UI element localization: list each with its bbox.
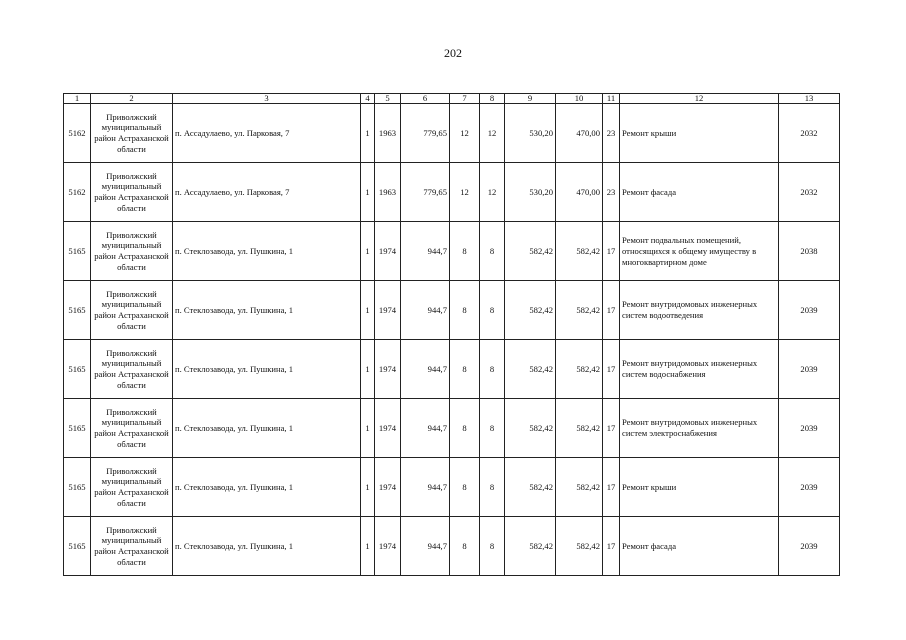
cell-col-7: 8 — [450, 340, 480, 399]
column-header: 9 — [505, 94, 556, 104]
cell-district: Приволжский муниципальный район Астраханской области — [91, 163, 173, 222]
cell-col-8: 8 — [480, 517, 505, 576]
cell-record-id: 5165 — [64, 517, 91, 576]
cell-record-id: 5165 — [64, 281, 91, 340]
cell-total-area: 944,7 — [401, 222, 450, 281]
cell-record-id: 5162 — [64, 104, 91, 163]
cell-year-built: 1974 — [375, 458, 401, 517]
cell-record-id: 5165 — [64, 458, 91, 517]
cell-col-10: 582,42 — [556, 340, 603, 399]
cell-col-4: 1 — [361, 458, 375, 517]
cell-col-10: 470,00 — [556, 163, 603, 222]
cell-address: п. Стеклозавода, ул. Пушкина, 1 — [173, 399, 361, 458]
column-header: 6 — [401, 94, 450, 104]
table-body — [64, 104, 840, 576]
cell-address: п. Стеклозавода, ул. Пушкина, 1 — [173, 222, 361, 281]
cell-district: Приволжский муниципальный район Астраханской области — [91, 399, 173, 458]
cell-work-type: Ремонт крыши — [620, 104, 779, 163]
cell-plan-year: 2038 — [779, 222, 840, 281]
cell-district: Приволжский муниципальный район Астраханской области — [91, 222, 173, 281]
cell-plan-year: 2039 — [779, 399, 840, 458]
column-header: 7 — [450, 94, 480, 104]
cell-col-9: 582,42 — [505, 458, 556, 517]
cell-col-11: 17 — [603, 517, 620, 576]
cell-record-id: 5165 — [64, 399, 91, 458]
page-number: 202 — [444, 46, 462, 60]
column-header: 13 — [779, 94, 840, 104]
column-header: 8 — [480, 94, 505, 104]
cell-col-11: 17 — [603, 399, 620, 458]
cell-work-type: Ремонт фасада — [620, 163, 779, 222]
cell-col-11: 17 — [603, 340, 620, 399]
column-header: 12 — [620, 94, 779, 104]
cell-col-10: 470,00 — [556, 104, 603, 163]
cell-col-10: 582,42 — [556, 458, 603, 517]
column-header: 2 — [91, 94, 173, 104]
cell-year-built: 1974 — [375, 222, 401, 281]
cell-year-built: 1963 — [375, 104, 401, 163]
cell-col-8: 8 — [480, 340, 505, 399]
cell-col-4: 1 — [361, 340, 375, 399]
table-row — [64, 340, 840, 399]
cell-total-area: 944,7 — [401, 399, 450, 458]
cell-address: п. Стеклозавода, ул. Пушкина, 1 — [173, 340, 361, 399]
cell-total-area: 944,7 — [401, 340, 450, 399]
cell-plan-year: 2032 — [779, 163, 840, 222]
cell-col-9: 582,42 — [505, 222, 556, 281]
cell-col-4: 1 — [361, 104, 375, 163]
table-row — [64, 281, 840, 340]
cell-plan-year: 2039 — [779, 340, 840, 399]
cell-col-11: 17 — [603, 281, 620, 340]
capital-repair-table — [63, 93, 840, 576]
column-header: 11 — [603, 94, 620, 104]
table-row — [64, 222, 840, 281]
column-header: 4 — [361, 94, 375, 104]
cell-col-7: 12 — [450, 163, 480, 222]
cell-col-10: 582,42 — [556, 222, 603, 281]
cell-work-type: Ремонт крыши — [620, 458, 779, 517]
cell-district: Приволжский муниципальный район Астраханской области — [91, 104, 173, 163]
cell-col-4: 1 — [361, 399, 375, 458]
cell-col-8: 8 — [480, 458, 505, 517]
cell-total-area: 944,7 — [401, 517, 450, 576]
cell-col-7: 12 — [450, 104, 480, 163]
cell-plan-year: 2039 — [779, 281, 840, 340]
cell-col-10: 582,42 — [556, 399, 603, 458]
cell-address: п. Стеклозавода, ул. Пушкина, 1 — [173, 281, 361, 340]
table-header — [64, 94, 840, 104]
cell-col-9: 582,42 — [505, 281, 556, 340]
cell-col-11: 17 — [603, 222, 620, 281]
cell-col-11: 17 — [603, 458, 620, 517]
cell-col-9: 582,42 — [505, 517, 556, 576]
cell-year-built: 1974 — [375, 399, 401, 458]
column-header: 10 — [556, 94, 603, 104]
cell-col-8: 8 — [480, 222, 505, 281]
cell-col-4: 1 — [361, 281, 375, 340]
cell-district: Приволжский муниципальный район Астраханской области — [91, 281, 173, 340]
cell-work-type: Ремонт внутридомовых инженерных систем водоотведения — [620, 281, 779, 340]
cell-total-area: 779,65 — [401, 163, 450, 222]
cell-year-built: 1974 — [375, 281, 401, 340]
cell-col-7: 8 — [450, 458, 480, 517]
cell-year-built: 1974 — [375, 340, 401, 399]
cell-plan-year: 2039 — [779, 517, 840, 576]
cell-col-11: 23 — [603, 163, 620, 222]
cell-record-id: 5165 — [64, 340, 91, 399]
cell-col-4: 1 — [361, 222, 375, 281]
cell-work-type: Ремонт внутридомовых инженерных систем электроснабжения — [620, 399, 779, 458]
cell-plan-year: 2039 — [779, 458, 840, 517]
cell-total-area: 779,65 — [401, 104, 450, 163]
column-header: 5 — [375, 94, 401, 104]
cell-col-7: 8 — [450, 399, 480, 458]
cell-col-8: 12 — [480, 163, 505, 222]
cell-work-type: Ремонт фасада — [620, 517, 779, 576]
cell-col-7: 8 — [450, 281, 480, 340]
cell-col-8: 8 — [480, 281, 505, 340]
table-row — [64, 458, 840, 517]
cell-col-4: 1 — [361, 163, 375, 222]
cell-total-area: 944,7 — [401, 281, 450, 340]
cell-record-id: 5162 — [64, 163, 91, 222]
cell-record-id: 5165 — [64, 222, 91, 281]
header-row — [64, 94, 840, 104]
cell-district: Приволжский муниципальный район Астраханской области — [91, 517, 173, 576]
table-row — [64, 163, 840, 222]
column-header: 3 — [173, 94, 361, 104]
cell-col-7: 8 — [450, 517, 480, 576]
cell-col-10: 582,42 — [556, 281, 603, 340]
cell-col-9: 582,42 — [505, 399, 556, 458]
cell-address: п. Стеклозавода, ул. Пушкина, 1 — [173, 517, 361, 576]
cell-district: Приволжский муниципальный район Астраханской области — [91, 458, 173, 517]
cell-col-9: 582,42 — [505, 340, 556, 399]
cell-address: п. Ассадулаево, ул. Парковая, 7 — [173, 163, 361, 222]
cell-col-4: 1 — [361, 517, 375, 576]
cell-work-type: Ремонт внутридомовых инженерных систем водоснабжения — [620, 340, 779, 399]
cell-col-10: 582,42 — [556, 517, 603, 576]
cell-col-8: 12 — [480, 104, 505, 163]
cell-col-11: 23 — [603, 104, 620, 163]
cell-plan-year: 2032 — [779, 104, 840, 163]
table-row — [64, 399, 840, 458]
cell-year-built: 1974 — [375, 517, 401, 576]
column-header: 1 — [64, 94, 91, 104]
cell-year-built: 1963 — [375, 163, 401, 222]
cell-col-7: 8 — [450, 222, 480, 281]
table-row — [64, 104, 840, 163]
cell-work-type: Ремонт подвальных помещений, относящихся к общему имуществу в многоквартирном доме — [620, 222, 779, 281]
cell-address: п. Ассадулаево, ул. Парковая, 7 — [173, 104, 361, 163]
cell-district: Приволжский муниципальный район Астраханской области — [91, 340, 173, 399]
cell-col-8: 8 — [480, 399, 505, 458]
cell-total-area: 944,7 — [401, 458, 450, 517]
cell-address: п. Стеклозавода, ул. Пушкина, 1 — [173, 458, 361, 517]
table-row — [64, 517, 840, 576]
cell-col-9: 530,20 — [505, 104, 556, 163]
cell-col-9: 530,20 — [505, 163, 556, 222]
